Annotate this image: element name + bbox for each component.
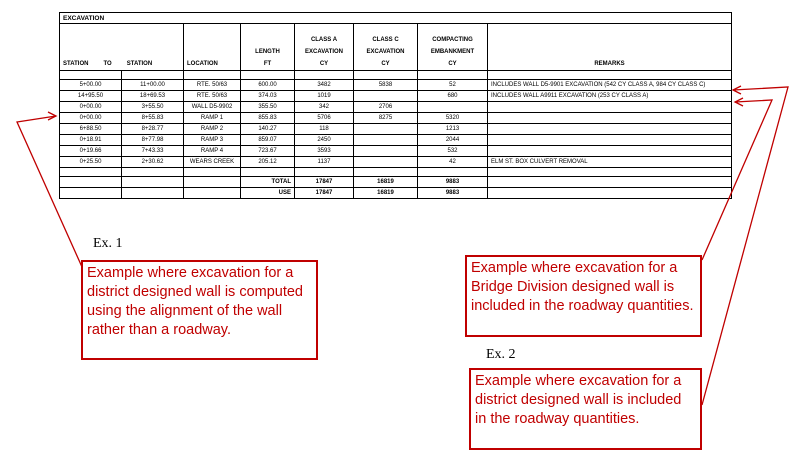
use-label: USE bbox=[241, 188, 295, 199]
from-station: 14+95.50 bbox=[60, 91, 122, 102]
remarks-cell: ELM ST. BOX CULVERT REMOVAL bbox=[488, 157, 732, 168]
length-cell: 374.03 bbox=[241, 91, 295, 102]
class-c-label-2: EXCAVATION bbox=[366, 49, 405, 55]
remarks-header-label: REMARKS bbox=[594, 61, 625, 67]
ex2-label: Ex. 2 bbox=[486, 347, 516, 362]
class-a-cell: 1019 bbox=[295, 91, 354, 102]
from-station: 6+88.50 bbox=[60, 124, 122, 135]
location-cell: RAMP 4 bbox=[184, 146, 241, 157]
station-header: STATION bbox=[63, 61, 89, 67]
class-a-cell: 1137 bbox=[295, 157, 354, 168]
compacting-cell: 5320 bbox=[418, 113, 488, 124]
class-a-cell: 2450 bbox=[295, 135, 354, 146]
compacting-unit: CY bbox=[448, 61, 457, 67]
class-c-cell: 8275 bbox=[354, 113, 418, 124]
class-c-label: CLASS C bbox=[372, 37, 399, 43]
length-cell: 355.50 bbox=[241, 102, 295, 113]
length-cell: 855.83 bbox=[241, 113, 295, 124]
class-a-label-2: EXCAVATION bbox=[304, 49, 343, 55]
class-a-cell: 118 bbox=[295, 124, 354, 135]
class-a-cell: 5706 bbox=[295, 113, 354, 124]
from-station: 5+00.00 bbox=[60, 80, 122, 91]
ex2-callout: Example where excavation for a district designed wall is included in the roadway quantities. bbox=[469, 368, 702, 450]
class-a-cell: 3482 bbox=[295, 80, 354, 91]
compacting-cell: 1213 bbox=[418, 124, 488, 135]
remarks-cell: INCLUDES WALL D5-9901 EXCAVATION (542 CY CLASS A, 984 CY CLASS C) bbox=[488, 80, 732, 91]
to-station: 8+55.83 bbox=[122, 113, 184, 124]
compacting-label: COMPACTING bbox=[432, 37, 473, 43]
length-cell: 859.07 bbox=[241, 135, 295, 146]
ex2-arrow bbox=[702, 87, 788, 405]
use-compacting: 9883 bbox=[418, 188, 488, 199]
location-cell: RAMP 3 bbox=[184, 135, 241, 146]
to-station: 3+55.50 bbox=[122, 102, 184, 113]
class-a-unit: CY bbox=[319, 61, 329, 67]
to-station: 7+43.33 bbox=[122, 146, 184, 157]
class-a-label: CLASS A bbox=[310, 37, 338, 43]
compacting-label-2: EMBANKMENT bbox=[430, 49, 475, 55]
location-cell: WEARS CREEK bbox=[184, 157, 241, 168]
ex1-arrow bbox=[17, 116, 82, 267]
from-station: 0+18.91 bbox=[60, 135, 122, 146]
class-a-cell: 3593 bbox=[295, 146, 354, 157]
length-unit: FT bbox=[263, 61, 272, 67]
location-header-label: LOCATION bbox=[187, 61, 218, 67]
location-cell: RAMP 2 bbox=[184, 124, 241, 135]
use-class-a: 17847 bbox=[295, 188, 354, 199]
class-c-unit: CY bbox=[381, 61, 390, 67]
location-cell: WALL D5-9902 bbox=[184, 102, 241, 113]
from-station: 0+19.66 bbox=[60, 146, 122, 157]
total-class-c: 16819 bbox=[354, 177, 418, 188]
from-station: 0+00.00 bbox=[60, 102, 122, 113]
to-station: 2+30.62 bbox=[122, 157, 184, 168]
compacting-cell: 2044 bbox=[418, 135, 488, 146]
length-cell: 140.27 bbox=[241, 124, 295, 135]
location-cell: RTE. 50/63 bbox=[184, 91, 241, 102]
station2-header: STATION bbox=[126, 61, 153, 67]
compacting-cell: 680 bbox=[418, 91, 488, 102]
remarks-cell: INCLUDES WALL A9911 EXCAVATION (253 CY CLASS A) bbox=[488, 91, 732, 102]
total-compacting: 9883 bbox=[418, 177, 488, 188]
location-cell: RTE. 50/63 bbox=[184, 80, 241, 91]
length-cell: 205.12 bbox=[241, 157, 295, 168]
to-station: 11+00.00 bbox=[122, 80, 184, 91]
table-title: EXCAVATION bbox=[60, 13, 732, 24]
to-station: 8+77.98 bbox=[122, 135, 184, 146]
compacting-cell: 52 bbox=[418, 80, 488, 91]
from-station: 0+00.00 bbox=[60, 113, 122, 124]
location-cell: RAMP 1 bbox=[184, 113, 241, 124]
ex1-label: Ex. 1 bbox=[93, 236, 123, 251]
total-label: TOTAL bbox=[241, 177, 295, 188]
from-station: 0+25.50 bbox=[60, 157, 122, 168]
compacting-cell: 532 bbox=[418, 146, 488, 157]
length-cell: 600.00 bbox=[241, 80, 295, 91]
to-station: 18+69.53 bbox=[122, 91, 184, 102]
total-class-a: 17847 bbox=[295, 177, 354, 188]
length-header-label: LENGTH bbox=[255, 49, 280, 55]
ex1-callout: Example where excavation for a district designed wall is computed using the alignment of the wall rather than a roadway. bbox=[81, 260, 318, 360]
bridge-arrow bbox=[702, 100, 772, 260]
use-class-c: 16819 bbox=[354, 188, 418, 199]
class-a-cell: 342 bbox=[295, 102, 354, 113]
bridge-callout: Example where excavation for a Bridge Division designed wall is included in the roadway quantities. bbox=[465, 255, 702, 337]
to-header: TO bbox=[103, 61, 112, 67]
compacting-cell: 42 bbox=[418, 157, 488, 168]
length-cell: 723.67 bbox=[241, 146, 295, 157]
class-c-cell: 2706 bbox=[354, 102, 418, 113]
class-c-cell: 5838 bbox=[354, 80, 418, 91]
to-station: 8+28.77 bbox=[122, 124, 184, 135]
